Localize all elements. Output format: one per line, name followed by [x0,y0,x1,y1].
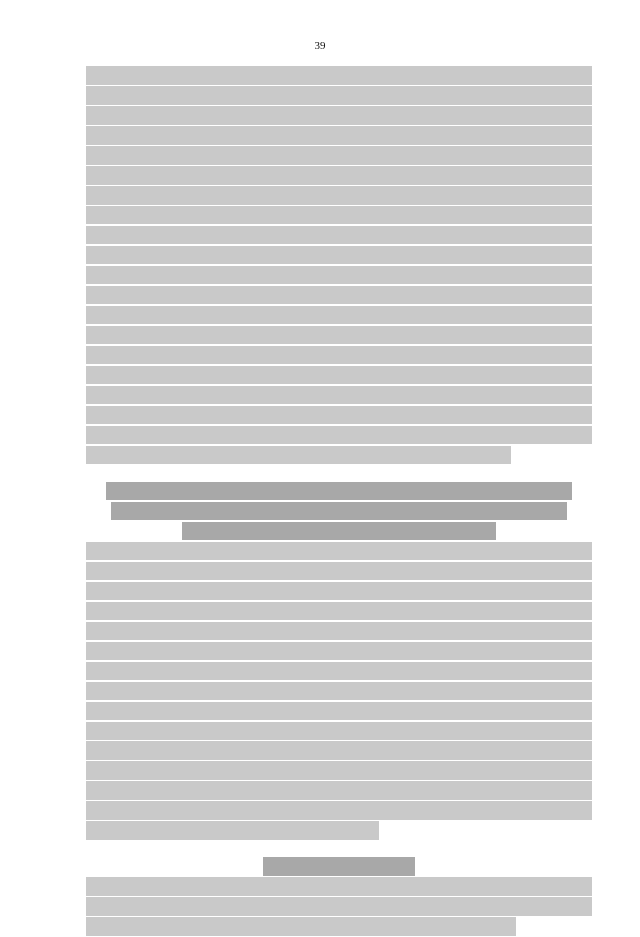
text-line-placeholder [86,562,592,581]
text-line-placeholder [86,622,592,641]
text-line-placeholder [86,246,592,265]
heading-line-placeholder [106,482,572,501]
text-line-placeholder [86,146,592,165]
text-line-placeholder [86,386,592,405]
text-line-placeholder [86,166,592,185]
text-line-placeholder [86,266,592,285]
page-text-placeholder [86,66,592,937]
text-line-placeholder [86,821,379,840]
text-line-placeholder [86,741,592,760]
text-line-placeholder [86,917,516,936]
text-line-placeholder [86,346,592,365]
text-line-placeholder [86,426,592,445]
text-line-placeholder [86,446,511,465]
text-line-placeholder [86,406,592,425]
page-number: 39 [314,40,326,52]
heading-line-placeholder [263,857,415,876]
text-line-placeholder [86,801,592,820]
text-line-placeholder [86,761,592,780]
text-line-placeholder [86,682,592,701]
text-line-placeholder [86,66,592,85]
heading-line-placeholder [111,502,566,521]
text-line-placeholder [86,602,592,621]
heading-line-placeholder [182,522,496,541]
text-line-placeholder [86,877,592,896]
text-line-placeholder [86,662,592,681]
text-line-placeholder [86,286,592,305]
text-line-placeholder [86,226,592,245]
text-line-placeholder [86,306,592,325]
text-line-placeholder [86,722,592,741]
text-line-placeholder [86,326,592,345]
text-line-placeholder [86,126,592,145]
text-line-placeholder [86,702,592,721]
text-line-placeholder [86,781,592,800]
text-line-placeholder [86,897,592,916]
text-line-placeholder [86,86,592,105]
text-line-placeholder [86,106,592,125]
text-line-placeholder [86,542,592,561]
text-line-placeholder [86,366,592,385]
text-line-placeholder [86,186,592,205]
text-line-placeholder [86,582,592,601]
text-line-placeholder [86,206,592,225]
text-line-placeholder [86,642,592,661]
